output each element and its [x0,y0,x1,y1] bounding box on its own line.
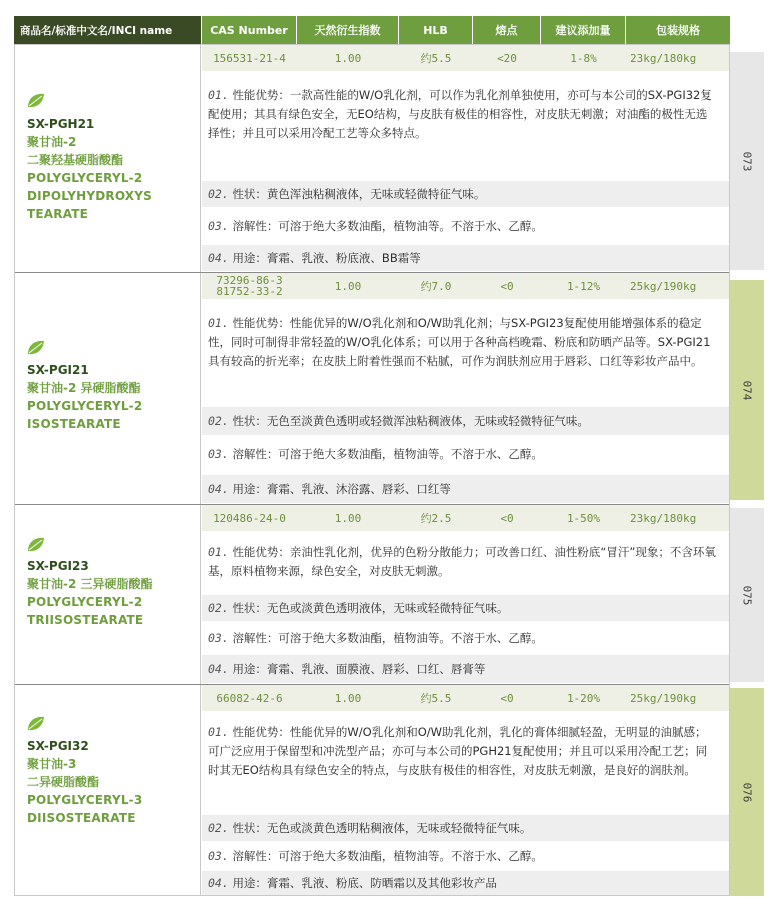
product-inci-2: ISOSTEARATE [27,417,121,431]
appearance-text: 性状：无色或淡黄色透明粘稠液体，无味或轻微特征气味。 [232,821,532,835]
item-number: 01. [208,725,229,739]
advantage-row [202,309,729,405]
page-number: 076 [740,782,754,802]
solubility-row [202,625,729,651]
product-name-cell [15,685,201,895]
page-number: 073 [740,151,754,171]
header-melting-point: 熔点 [473,16,541,44]
usage-text: 用途：膏霜、乳液、面膜液、唇彩、口红、唇膏等 [232,662,486,676]
product-table [14,44,730,896]
usage-text: 用途：膏霜、乳液、沐浴露、唇彩、口红等 [232,482,451,496]
cas-number: 66082-42-6 [216,691,283,705]
item-number: 02. [208,414,229,428]
product-block [15,45,729,273]
page-tab-076[interactable] [730,688,764,896]
melting-point: <0 [500,279,514,293]
item-number: 02. [208,821,229,835]
spec-row [202,273,729,299]
page-tab-074[interactable] [730,280,764,500]
product-inci-2: DIISOSTEARATE [27,811,136,825]
advantage-row [202,539,729,593]
item-number: 04. [208,876,229,890]
spec-row [202,685,729,711]
solubility-row [202,843,729,869]
cas-number: 73296-86-3 81752-33-2 [216,274,283,298]
advantage-row [202,719,729,813]
header-hlb: HLB [399,16,473,44]
solubility-text: 溶解性：可溶于绝大多数油酯，植物油等。不溶于水、乙醇。 [232,849,543,863]
header-packaging: 包装规格 [656,24,700,37]
item-number: 03. [208,849,229,863]
item-number: 03. [208,631,229,645]
table-header [14,16,730,44]
spec-row [202,505,729,531]
solubility-text: 溶解性：可溶于绝大多数油酯，植物油等。不溶于水、乙醇。 [232,447,543,461]
appearance-text: 性状：无色或淡黄色透明液体，无味或轻微特征气味。 [232,601,509,615]
usage-text: 用途：膏霜、乳液、粉底液、BB霜等 [232,251,421,265]
product-block [15,505,729,685]
item-number: 04. [208,482,229,496]
packaging: 25kg/190kg [630,279,697,293]
product-inci-2: TRIISOSTEARATE [27,613,144,627]
appearance-text: 性状：黄色浑浊粘稠液体，无味或轻微特征气味。 [232,187,486,201]
advantage-text: 性能优势：性能优异的W/O乳化剂和O/W助乳化剂，乳化的膏体细腻轻盈，无明显的油腻感；可广泛应用于保留型和冲洗型产品；亦可与本公司的PGH21复配使用；并且可以采用冷配工艺；同时其无EO结构具有绿色安全的特点，与皮肤有极佳的相容性，对皮肤无刺激，是良好的润肤剂。 [208,725,708,777]
packaging: 25kg/190kg [630,691,697,705]
appearance-row [202,181,729,207]
product-cn-name: 聚甘油-2 三异硬脂酸酯 [27,577,153,591]
advantage-text: 性能优势：一款高性能的W/O乳化剂，可以作为乳化剂单独使用，亦可与本公司的SX-PGI32复配使用；其具有绿色安全，无EO结构，与皮肤有极佳的相容性，对皮肤无刺激；对油酯的极性无选择性；并且可以采用冷配工艺等众多特点。 [208,88,712,140]
product-inci: POLYGLYCERYL-2 [27,399,143,413]
product-cn-name: 聚甘油-2 异硬脂酸酯 [27,381,141,395]
item-number: 03. [208,219,229,233]
product-cn-name-2: 二聚羟基硬脂酸酯 [27,153,124,167]
melting-point: <0 [500,511,514,525]
usage-row [202,871,729,895]
product-inci-2: DIPOLYHYDROXYS [27,189,152,203]
item-number: 01. [208,88,229,102]
dosage: 1-20% [566,691,601,705]
product-cn-name: 聚甘油-2 [27,135,77,149]
product-code: SX-PGH21 [27,117,95,131]
leaf-icon [27,340,45,355]
advantage-text: 性能优势：亲油性乳化剂，优异的色粉分散能力；可改善口红、油性粉底“冒汗”现象；不含环氧基，原料植物来源，绿色安全，对皮肤无刺激。 [208,545,716,578]
solubility-text: 溶解性：可溶于绝大多数油酯，植物油等。不溶于水、乙醇。 [232,219,543,233]
product-cn-name: 聚甘油-3 [27,757,77,771]
product-block [15,273,729,505]
usage-row [202,475,729,503]
header-natural-index: 天然衍生指数 [297,16,399,44]
product-inci: POLYGLYCERYL-2 [27,595,143,609]
product-code: SX-PGI32 [27,739,89,753]
appearance-row [202,407,729,435]
usage-row [202,245,729,271]
item-number: 02. [208,187,229,201]
page-tab-073[interactable] [730,52,764,270]
packaging: 23kg/180kg [630,511,697,525]
natural-index: 1.00 [334,51,362,65]
header-dosage: 建议添加量 [541,16,626,44]
product-inci: POLYGLYCERYL-2 [27,171,143,185]
appearance-text: 性状：无色至淡黄色透明或轻微浑浊粘稠液体，无味或轻微特征气味。 [232,414,589,428]
advantage-row [202,81,729,179]
product-inci: POLYGLYCERYL-3 [27,793,143,807]
dosage: 1-12% [566,279,601,293]
cas-number: 156531-21-4 [213,51,286,65]
header-cas: CAS Number [202,16,297,44]
leaf-icon [27,93,45,108]
product-name-cell [15,273,201,504]
hlb-value: 约7.0 [420,280,452,293]
item-number: 01. [208,545,229,559]
header-name-col: 商品名/标准中文名/INCI name [14,16,202,44]
item-number: 03. [208,447,229,461]
usage-text: 用途：膏霜、乳液、粉底、防晒霜以及其他彩妆产品 [232,876,497,890]
page-tab-075[interactable] [730,508,764,682]
natural-index: 1.00 [334,279,362,293]
product-name-cell [15,45,201,272]
page-number: 075 [740,585,754,605]
melting-point: <20 [497,51,517,65]
natural-index: 1.00 [334,511,362,525]
hlb-value: 约5.5 [420,52,452,65]
natural-index: 1.00 [334,691,362,705]
solubility-row [202,213,729,239]
melting-point: <0 [500,691,514,705]
solubility-text: 溶解性：可溶于绝大多数油酯，植物油等。不溶于水、乙醇。 [232,631,543,645]
spec-row [202,45,729,71]
advantage-text: 性能优势：性能优异的W/O乳化剂和O/W助乳化剂；与SX-PGI23复配使用能增强体系的稳定性，同时可制得非常轻盈的W/O乳化体系；可以用于各种高档晚霜、粉底和防晒产品等。SX-PGI21具有较高的折光率；在皮肤上附着性强而不粘腻，可作为润肤剂应用于唇彩、口红等彩妆产品中。 [208,316,711,368]
leaf-icon [27,537,45,552]
product-code: SX-PGI21 [27,363,89,377]
product-code: SX-PGI23 [27,559,89,573]
item-number: 01. [208,316,229,330]
usage-row [202,655,729,683]
packaging: 23kg/180kg [630,51,697,65]
item-number: 02. [208,601,229,615]
product-inci-3: TEARATE [27,207,89,221]
appearance-row [202,815,729,841]
page-number: 074 [740,380,754,400]
dosage: 1-8% [570,51,597,65]
appearance-row [202,595,729,621]
product-block [15,685,729,895]
product-cn-name-2: 二异硬脂酸酯 [27,775,100,789]
hlb-value: 约5.5 [420,692,452,705]
solubility-row [202,441,729,467]
dosage: 1-50% [566,511,601,525]
product-name-cell [15,505,201,684]
item-number: 04. [208,662,229,676]
hlb-value: 约2.5 [420,512,452,525]
item-number: 04. [208,251,229,265]
leaf-icon [27,716,45,731]
cas-number: 120486-24-0 [213,511,286,525]
